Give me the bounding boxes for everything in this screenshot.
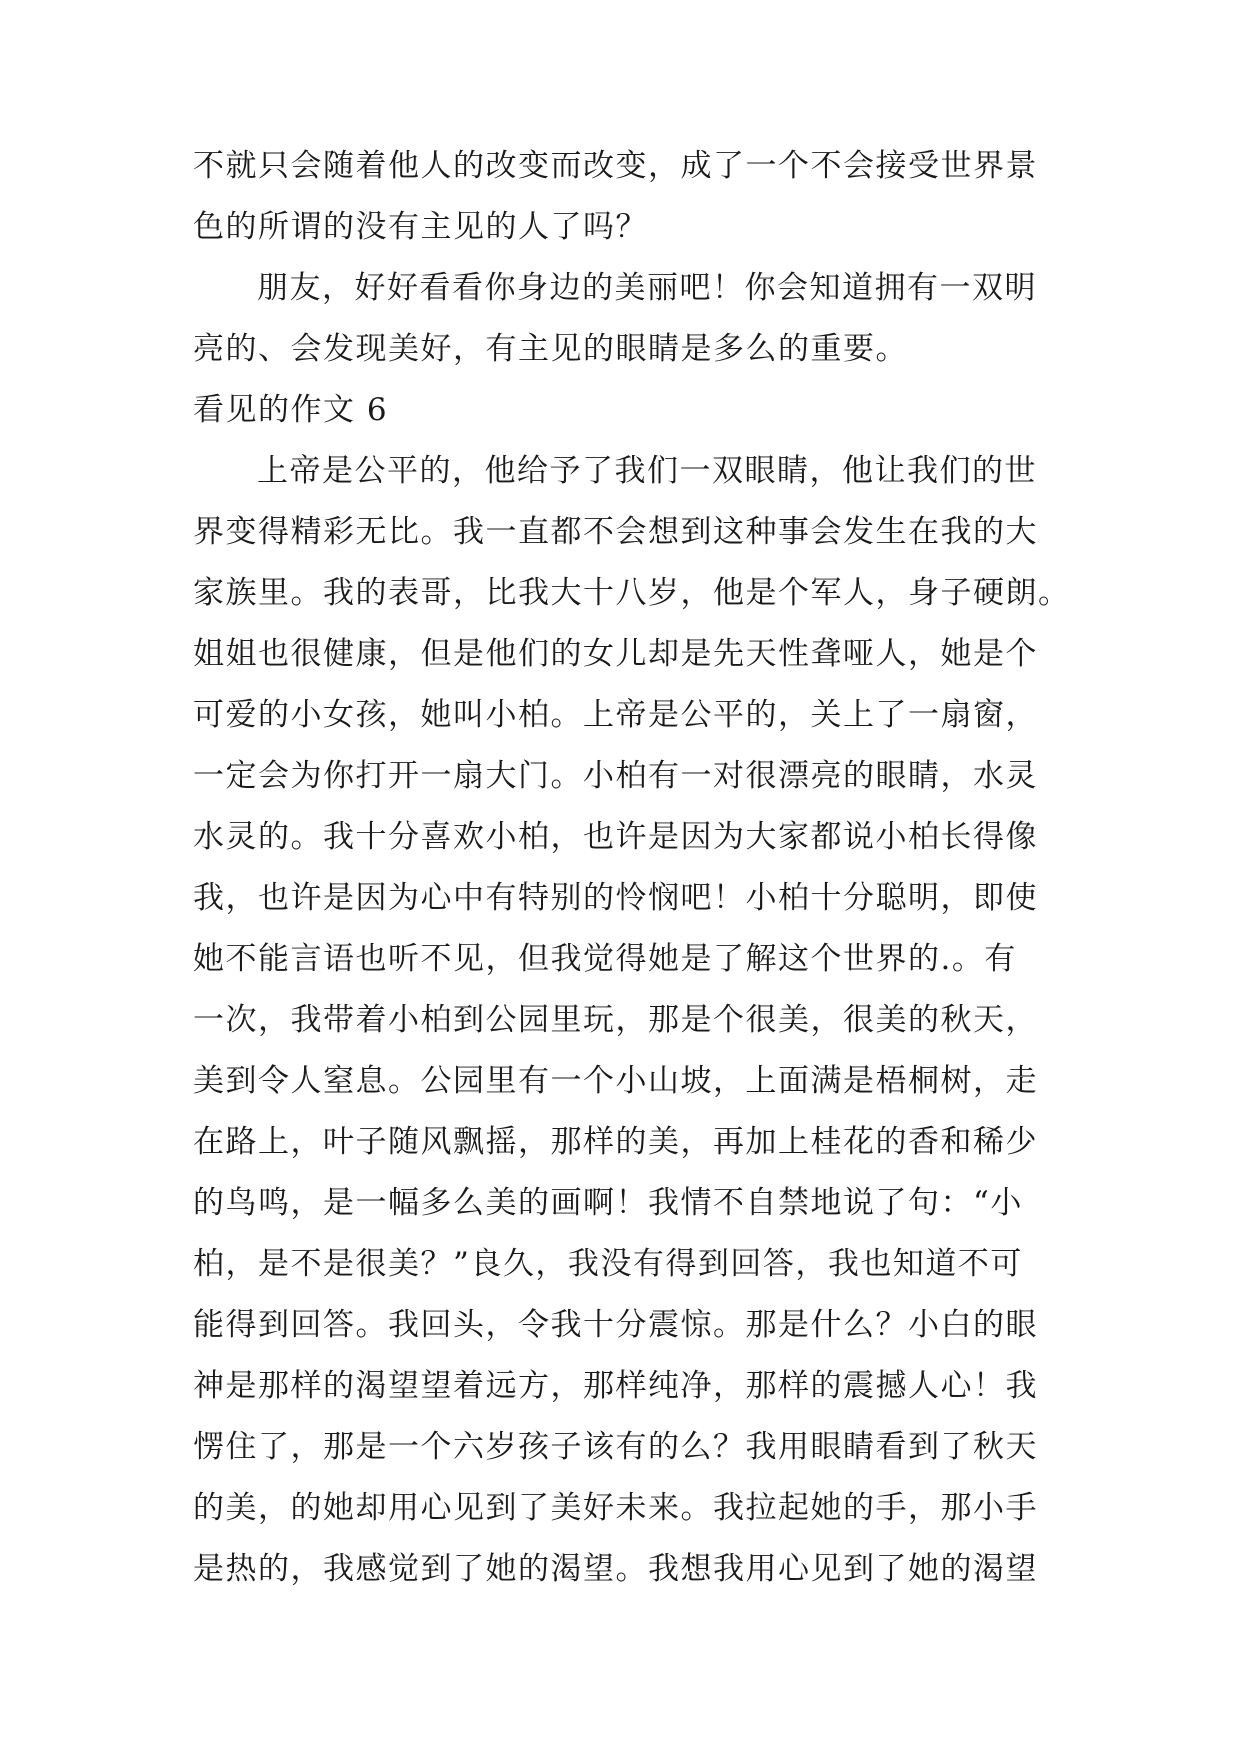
text-line: 她不能言语也听不见，但我觉得她是了解这个世界的.。有 [193, 941, 1017, 977]
text-line: 美到令人窒息。公园里有一个小山坡，上面满是梧桐树，走 [193, 1063, 1038, 1099]
text-line: 可爱的小女孩，她叫小柏。上帝是公平的，关上了一扇窗， [193, 697, 1038, 733]
text-line: 水灵的。我十分喜欢小柏，也许是因为大家都说小柏长得像 [193, 819, 1038, 855]
text-line: 界变得精彩无比。我一直都不会想到这种事会发生在我的大 [193, 514, 1038, 550]
text-line: 的美，的她却用心见到了美好未来。我拉起她的手，那小手 [193, 1490, 1038, 1526]
text-line: 色的所谓的没有主见的人了吗？ [193, 209, 648, 245]
text-line: 愣住了，那是一个六岁孩子该有的么？我用眼睛看到了秋天 [193, 1429, 1038, 1465]
paragraph-first-line: 上帝是公平的，他给予了我们一双眼睛，他让我们的世 [257, 453, 1037, 489]
text-line: 不就只会随着他人的改变而改变，成了一个不会接受世界景 [193, 148, 1038, 184]
text-line: 神是那样的渴望望着远方，那样纯净，那样的震撼人心！我 [193, 1368, 1038, 1404]
text-line: 亮的、会发现美好，有主见的眼睛是多么的重要。 [193, 331, 908, 367]
text-line: 姐姐也很健康，但是他们的女儿却是先天性聋哑人，她是个 [193, 636, 1038, 672]
text-line: 能得到回答。我回头，令我十分震惊。那是什么？小白的眼 [193, 1307, 1038, 1343]
text-line: 我，也许是因为心中有特别的怜悯吧！小柏十分聪明，即使 [193, 880, 1038, 916]
text-line: 在路上，叶子随风飘摇，那样的美，再加上桂花的香和稀少 [193, 1124, 1038, 1160]
text-line: 是热的，我感觉到了她的渴望。我想我用心见到了她的渴望 [193, 1551, 1038, 1587]
paragraph-first-line: 朋友，好好看看你身边的美丽吧！你会知道拥有一双明 [257, 270, 1037, 306]
text-line: 柏，是不是很美？”良久，我没有得到回答，我也知道不可 [193, 1246, 1023, 1282]
text-line: 家族里。我的表哥，比我大十八岁，他是个军人，身子硬朗。 [193, 575, 1071, 611]
text-line: 一定会为你打开一扇大门。小柏有一对很漂亮的眼睛，水灵 [193, 758, 1038, 794]
section-heading: 看见的作文 6 [193, 392, 389, 428]
text-line: 一次，我带着小柏到公园里玩，那是个很美，很美的秋天， [193, 1002, 1038, 1038]
text-line: 的鸟鸣，是一幅多么美的画啊！我情不自禁地说了句：“小 [193, 1185, 1023, 1221]
